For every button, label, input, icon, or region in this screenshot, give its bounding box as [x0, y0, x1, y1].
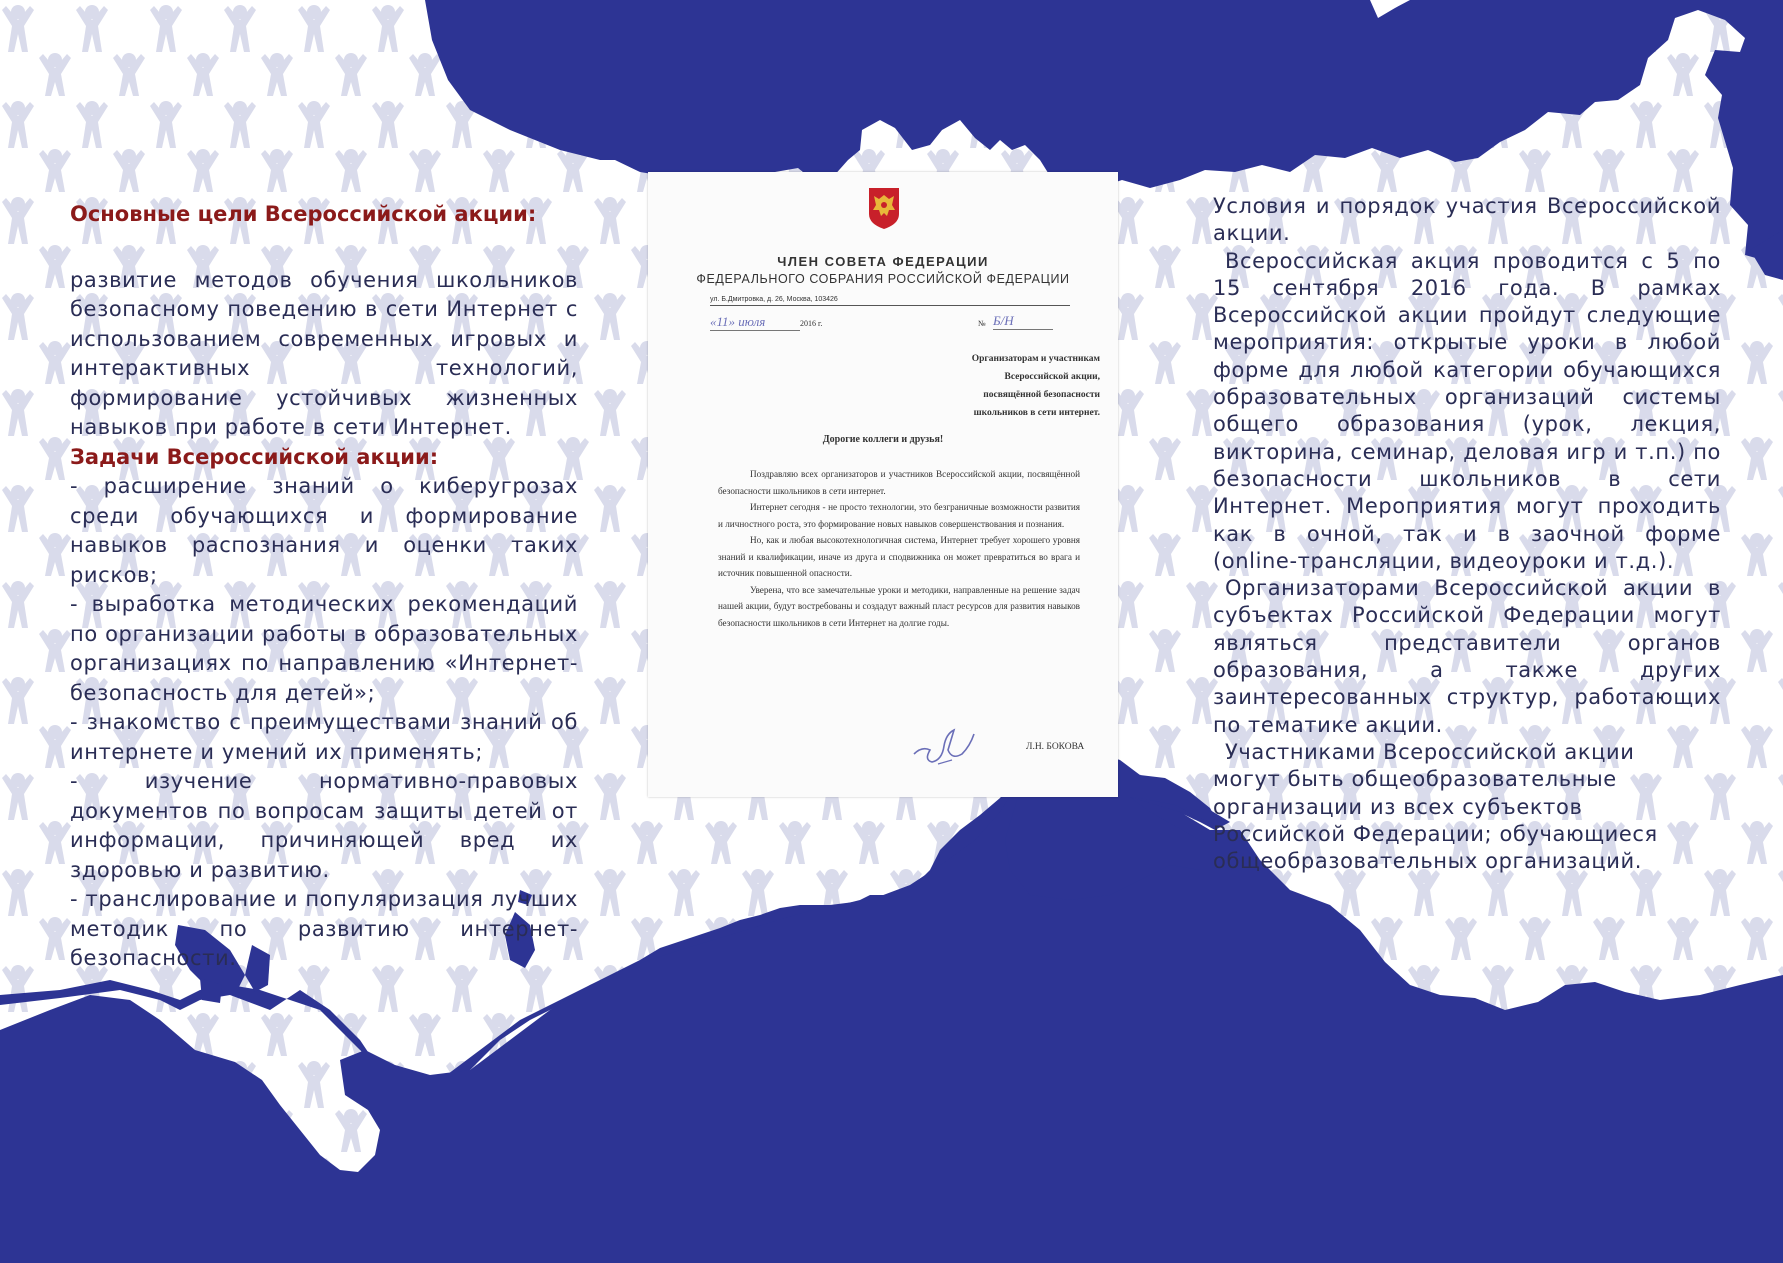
letter-greeting: Дорогие коллеги и друзья! — [822, 434, 944, 445]
goals-and-tasks-column — [70, 200, 578, 974]
letter-date-row — [708, 313, 1068, 333]
letter-org-subtitle: ФЕДЕРАЛЬНОГО СОБРАНИЯ РОССИЙСКОЙ ФЕДЕРАЦИИ — [696, 272, 1070, 286]
russian-coat-of-arms-icon — [867, 186, 901, 230]
conditions-paragraph: Всероссийская акция проводится с 5 по 15 сентября 2016 года. В рамках Всероссийской акции пройдут следующие мероприятия: открытые уроки в любой форме для любой категории обучающихся образовательных организаций системы общего образования (урок, лекция, викторина, семинар, деловая игр и т.п.) по безопасности школьников в сети Интернет. Мероприятия могут проходить как в очной, так и в заочной форме (online-трансляции, видеоуроки и т.д.). — [1213, 248, 1721, 573]
letter-body — [718, 466, 1080, 631]
tasks-heading: Задачи Всероссийской акции: — [70, 444, 439, 469]
conditions-column — [1213, 193, 1721, 875]
goals-text: развитие методов обучения школьников безопасному поведению в сети Интернет с использованием современных игровых и интерактивных технологий, формирование устойчивых жизненных навыков при работе в сети Интернет. — [70, 267, 578, 439]
addressee-line: Организаторам и участникам — [971, 354, 1100, 364]
letter-number-label: № — [978, 319, 986, 328]
addressee-line: школьников в сети интернет. — [973, 408, 1100, 418]
letter-date-year: 2016 г. — [800, 319, 823, 328]
conditions-paragraph: Организаторами Всероссийской акции в субъектах Российской Федерации могут являться представители органов образования, а также других заинтересованных структур, работающих по тематике акции. — [1213, 576, 1721, 737]
letter-date-handwritten: «11» июля — [710, 314, 800, 331]
letter-paragraph: Интернет сегодня - не просто технологии, это безграничные возможности развития и личностного роста, это формирование новых навыков совершенствования и познания. — [718, 502, 1080, 529]
task-item: - транслирование и популяризация лучших методик по развитию интернет-безопасности. — [70, 887, 578, 970]
goals-heading: Основные цели Всероссийской акции: — [70, 202, 537, 226]
letter-addressee — [930, 350, 1100, 422]
letter-address: ул. Б.Дмитровка, д. 26, Москва, 103426 — [710, 296, 1070, 306]
task-item: - знакомство с преимуществами знаний об интернете и умений их применять; — [70, 710, 578, 764]
task-item: - изучение нормативно-правовых документов по вопросам защиты детей от информации, причиняющей вред их здоровью и развитию. — [70, 769, 578, 882]
conditions-paragraph: Участниками Всероссийской акции могут быть общеобразовательные организации из всех субъектов Российской Федерации; обучающиеся общеобразовательных организаций. — [1213, 739, 1658, 874]
letter-paragraph: Уверена, что все замечательные уроки и методики, направленные на решение задач нашей акции, будут востребованы и создадут важный пласт ресурсов для развития навыков безопасности школьников в сети Интернет на долгие годы. — [718, 584, 1080, 628]
handwritten-signature-icon — [908, 720, 978, 768]
letter-org-title: ЧЛЕН СОВЕТА ФЕДЕРАЦИИ — [777, 254, 989, 269]
task-item: - выработка методических рекомендаций по организации работы в образовательных организациях по направлению «Интернет-безопасность для детей»; — [70, 592, 578, 705]
letter-paragraph: Но, как и любая высокотехнологичная система, Интернет требует хорошего уровня знаний и квалификации, иначе из друга и сподвижника он может превратиться во врага и источник повышенной опасности. — [718, 535, 1080, 578]
letter-signature-name: Л.Н. БОКОВА — [1026, 742, 1085, 752]
letter-number-handwritten: Б/Н — [993, 313, 1053, 330]
addressee-line: посвящённой безопасности — [983, 390, 1100, 400]
official-letter — [648, 172, 1118, 797]
addressee-line: Всероссийской акции, — [1004, 372, 1100, 382]
task-item: - расширение знаний о киберугрозах среди обучающихся и формирование навыков распознания и оценки таких рисков; — [70, 474, 578, 587]
conditions-title: Условия и порядок участия Всероссийской акции. — [1213, 194, 1721, 246]
letter-paragraph: Поздравляю всех организаторов и участников Всероссийской акции, посвящённой безопасности школьников в сети интернет. — [718, 469, 1080, 496]
